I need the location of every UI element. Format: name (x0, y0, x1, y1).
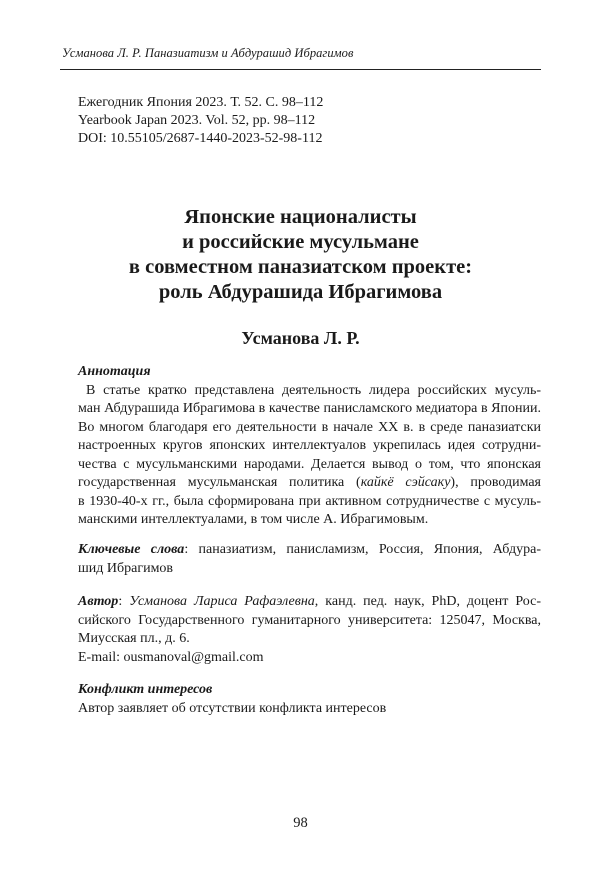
author-info-line (78, 593, 541, 612)
article-title (60, 205, 541, 305)
citation-block (78, 94, 323, 148)
doi: DOI: 10.55105/2687-1440-2023-52-98-112 (78, 131, 323, 146)
annotation-line: В статье кратко представлена деятельность лидера российских мусуль- (86, 382, 541, 398)
annotation-line (78, 474, 541, 493)
running-head: Усманова Л. Р. Паназиатизм и Абдурашид Ибрагимов (62, 46, 354, 60)
keywords-line (78, 541, 541, 560)
citation-en: Yearbook Japan 2023. Vol. 52, pp. 98–112 (78, 113, 316, 128)
author-email: E-mail: ousmanoval@gmail.com (78, 649, 264, 665)
title-line: и российские мусульмане (182, 231, 419, 253)
conflict-heading: Конфликт интересов (78, 682, 213, 697)
title-line: в совместном паназиатском проекте: (128, 256, 473, 278)
conflict-text: Автор заявляет об отсутствии конфликта интересов (78, 700, 387, 716)
annotation-line: в 1930-40-х гг., была сформирована при активном сотрудничестве с мусуль- (78, 493, 541, 509)
author-info-section (78, 593, 541, 667)
annotation-term: кайкё сэйсаку (360, 475, 451, 490)
author-full-name: Усманова Лариса Рафаэлевна (129, 594, 315, 609)
annotation-section (78, 363, 541, 530)
keywords-line: шид Ибрагимов (78, 560, 174, 576)
author-info-line: сийского Государственного гуманитарного университета: 125047, Москва, (78, 612, 541, 628)
annotation-line: манскими интеллектуалами, в том числе А. Ибрагимовым. (78, 512, 429, 527)
annotation-line: настроенных кругов японских интеллектуалов укрепилась идея сотрудни- (78, 438, 541, 453)
annotation-line: Во многом благодаря его деятельности в начале XX в. в среде паназиатски (78, 419, 541, 435)
conflict-section (78, 681, 541, 718)
keywords-label: Ключевые слова (78, 542, 185, 557)
citation-ru: Ежегодник Япония 2023. Т. 52. С. 98–112 (78, 95, 324, 110)
annotation-line: чества с мусульманскими народами. Делается вывод о том, что японская (78, 456, 541, 472)
author-colon: : (118, 594, 130, 609)
annotation-text: ), проводимая (450, 475, 541, 490)
author-info-line: Миусская пл., д. 6. (78, 631, 190, 646)
page-number: 98 (293, 815, 308, 831)
keywords-text: : паназиатизм, панисламизм, Россия, Япония, Абдура- (184, 542, 541, 557)
annotation-text: государственная мусульманская политика ( (78, 475, 361, 490)
author-credentials: , канд. пед. наук, PhD, доцент Рос- (314, 594, 542, 609)
keywords-section (78, 541, 541, 578)
title-line: Японские националисты (184, 206, 417, 228)
author-name: Усманова Л. Р. (241, 328, 360, 348)
author-label: Автор (78, 594, 119, 609)
title-line: роль Абдурашида Ибрагимова (158, 281, 443, 303)
annotation-heading: Аннотация (78, 364, 151, 379)
header-rule (60, 69, 541, 70)
annotation-line: ман Абдурашида Ибрагимова в качестве панисламского медиатора в Японии. (78, 401, 541, 416)
